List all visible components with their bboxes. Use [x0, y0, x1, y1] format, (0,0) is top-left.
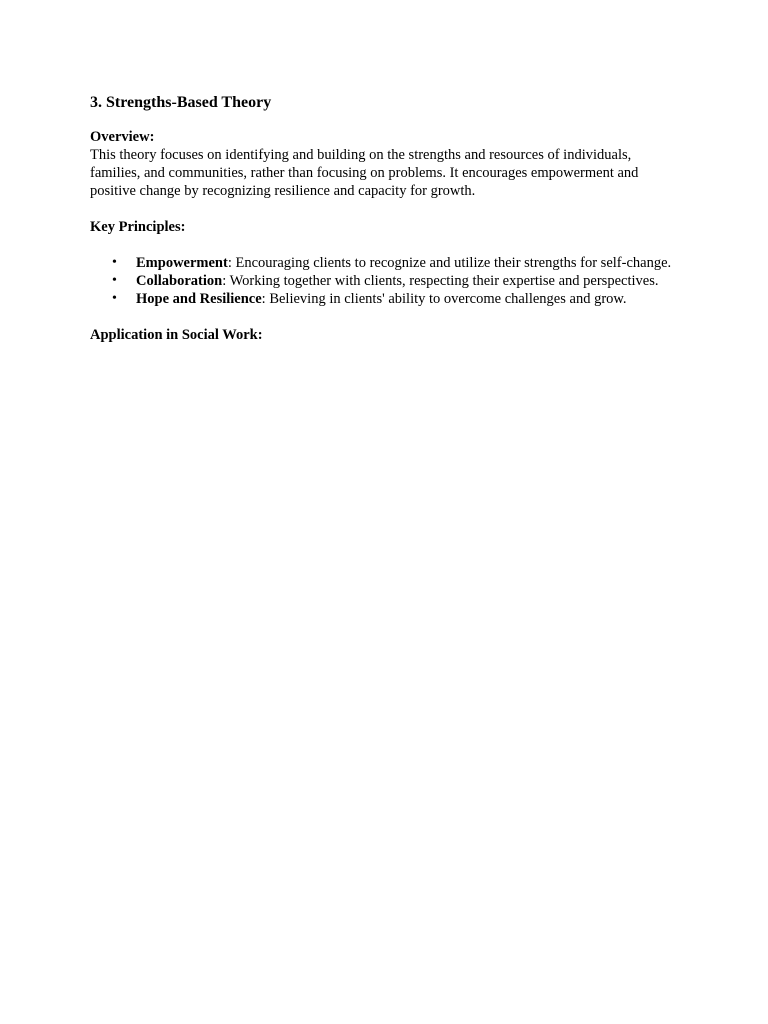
principle-description: : Believing in clients' ability to overcome challenges and grow. — [261, 291, 627, 307]
list-item — [90, 272, 680, 290]
overview-heading: Overview: — [90, 129, 155, 145]
key-principles-heading: Key Principles: — [90, 219, 186, 235]
principle-description: : Working together with clients, respecting their expertise and perspectives. — [222, 273, 659, 289]
principle-term: Collaboration — [136, 273, 223, 289]
section-title: 3. Strengths-Based Theory — [90, 94, 272, 111]
list-item — [90, 290, 680, 308]
overview-text: This theory focuses on identifying and building on the strengths and resources of individuals, families, and communities, rather than focusing on problems. It encourages empowerment and positive change by recognizing resilience and capacity for growth. — [90, 147, 639, 199]
application-heading: Application in Social Work: — [90, 327, 263, 343]
document-content — [90, 92, 680, 344]
bullet-icon: • — [112, 291, 117, 306]
bullet-icon: • — [112, 255, 117, 270]
principle-description: : Encouraging clients to recognize and utilize their strengths for self-change. — [227, 255, 672, 271]
key-principles-list — [90, 254, 680, 308]
principle-term: Empowerment — [136, 255, 228, 271]
bullet-icon: • — [112, 273, 117, 288]
principle-term: Hope and Resilience — [136, 291, 262, 307]
list-item — [90, 254, 680, 272]
